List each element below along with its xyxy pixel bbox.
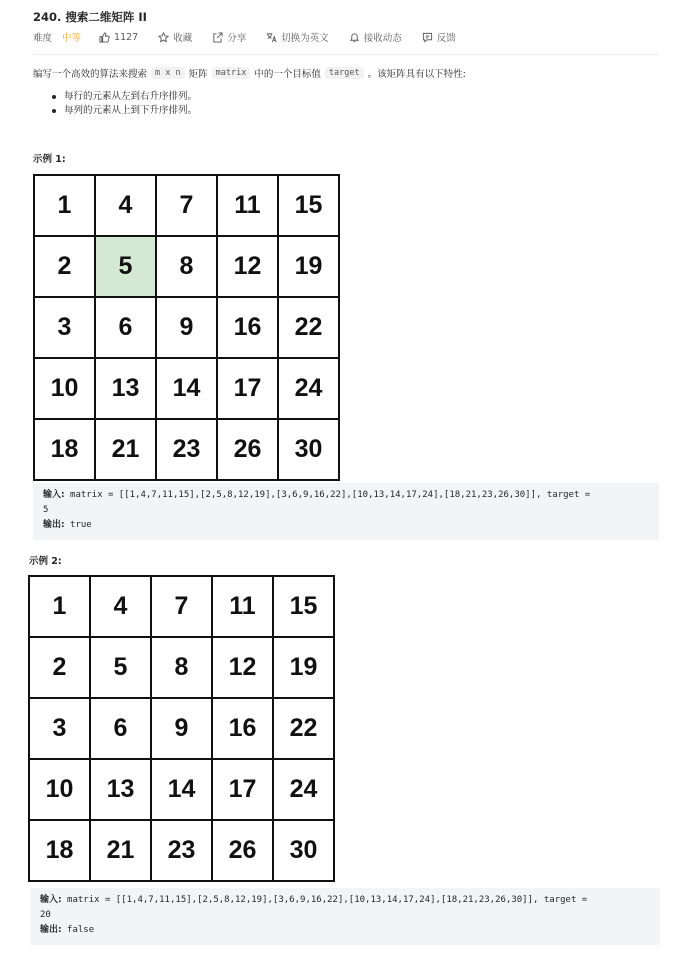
example-2-output-line	[40, 923, 650, 938]
input-label: 输入:	[40, 895, 62, 905]
matrix-cell: 19	[274, 638, 335, 699]
matrix-cell: 13	[96, 359, 157, 420]
example-1-io-block	[33, 483, 659, 540]
matrix-cell: 1	[35, 176, 96, 237]
matrix-cell: 24	[274, 760, 335, 821]
example-1-input-line	[43, 488, 649, 503]
favorite-button[interactable]	[158, 30, 192, 44]
matrix-cell: 23	[157, 420, 218, 481]
matrix-cell: 13	[91, 760, 152, 821]
feedback-icon	[422, 32, 433, 43]
matrix-cell: 12	[213, 638, 274, 699]
matrix-cell: 5	[91, 638, 152, 699]
problem-title: 240. 搜索二维矩阵 II	[33, 10, 147, 24]
matrix-cell: 22	[279, 298, 340, 359]
example-2-matrix	[28, 575, 335, 882]
difficulty-label: 难度	[33, 33, 53, 44]
input-value: matrix = [[1,4,7,11,15],[2,5,8,12,19],[3,6,9,16,22],[10,13,14,17,24],[18,21,23,26,30]], target =	[64, 490, 591, 500]
desc-text-2: 矩阵	[188, 69, 208, 80]
matrix-cell: 26	[213, 821, 274, 882]
output-value: false	[61, 925, 95, 935]
matrix-cell: 23	[152, 821, 213, 882]
matrix-cell: 5	[96, 237, 157, 298]
matrix-cell: 1	[30, 577, 91, 638]
output-label: 输出:	[43, 520, 65, 530]
code-mxn: m x n	[151, 67, 185, 79]
bell-icon	[349, 32, 360, 43]
matrix-cell: 22	[274, 699, 335, 760]
matrix-cell: 10	[35, 359, 96, 420]
matrix-cell: 19	[279, 237, 340, 298]
matrix-cell: 4	[96, 176, 157, 237]
notify-button[interactable]	[349, 30, 402, 44]
matrix-cell: 3	[35, 298, 96, 359]
share-button[interactable]	[212, 30, 246, 44]
feedback-label: 反馈	[436, 33, 456, 44]
example-2-io-block	[30, 888, 660, 945]
matrix-cell: 30	[274, 821, 335, 882]
example-1-matrix	[33, 174, 340, 481]
matrix-cell: 7	[157, 176, 218, 237]
matrix-cell: 6	[96, 298, 157, 359]
input-label: 输入:	[43, 490, 65, 500]
input-value: matrix = [[1,4,7,11,15],[2,5,8,12,19],[3,6,9,16,22],[10,13,14,17,24],[18,21,23,26,30]], target =	[61, 895, 588, 905]
matrix-cell: 16	[213, 699, 274, 760]
example-1-input-continuation: 5	[43, 505, 49, 515]
example-2-input-continuation: 20	[40, 910, 51, 920]
problem-description	[33, 66, 466, 80]
matrix-cell: 3	[30, 699, 91, 760]
list-item: 每行的元素从左到右升序排列。	[52, 90, 197, 104]
matrix-cell: 26	[218, 420, 279, 481]
matrix-cell: 12	[218, 237, 279, 298]
matrix-cell: 8	[157, 237, 218, 298]
code-target: target	[325, 67, 364, 79]
desc-text-3: 中的一个目标值	[254, 69, 321, 80]
matrix-cell: 14	[152, 760, 213, 821]
matrix-cell: 16	[218, 298, 279, 359]
matrix-cell: 2	[35, 237, 96, 298]
matrix-cell: 9	[157, 298, 218, 359]
matrix-cell: 6	[91, 699, 152, 760]
switch-language-button[interactable]	[266, 30, 329, 44]
thumbs-up-icon	[99, 32, 110, 43]
list-item: 每列的元素从上到下升序排列。	[52, 104, 197, 118]
like-button[interactable]	[99, 32, 138, 43]
star-icon	[158, 32, 169, 43]
feedback-button[interactable]	[422, 30, 456, 44]
translate-icon	[266, 32, 277, 43]
difficulty-badge: 中等	[62, 33, 82, 44]
output-value: true	[64, 520, 92, 530]
matrix-cell: 9	[152, 699, 213, 760]
matrix-cell: 15	[274, 577, 335, 638]
matrix-cell: 18	[35, 420, 96, 481]
notify-label: 接收动态	[363, 33, 402, 44]
matrix-cell: 4	[91, 577, 152, 638]
matrix-cell: 24	[279, 359, 340, 420]
matrix-cell: 18	[30, 821, 91, 882]
favorite-label: 收藏	[173, 33, 193, 44]
switch-language-label: 切换为英文	[281, 33, 329, 44]
example-2-input-line	[40, 893, 650, 908]
example-1-label: 示例 1:	[33, 154, 66, 165]
example-1-output-line	[43, 518, 649, 533]
matrix-cell: 11	[213, 577, 274, 638]
matrix-cell: 11	[218, 176, 279, 237]
output-label: 输出:	[40, 925, 62, 935]
property-list	[52, 90, 197, 118]
matrix-cell: 21	[91, 821, 152, 882]
like-count: 1127	[114, 31, 139, 43]
matrix-cell: 14	[157, 359, 218, 420]
matrix-cell: 10	[30, 760, 91, 821]
matrix-cell: 21	[96, 420, 157, 481]
matrix-cell: 15	[279, 176, 340, 237]
share-icon	[212, 32, 223, 43]
code-matrix: matrix	[212, 67, 251, 79]
matrix-cell: 8	[152, 638, 213, 699]
matrix-cell: 17	[218, 359, 279, 420]
share-label: 分享	[227, 33, 247, 44]
problem-meta-bar	[33, 30, 476, 44]
matrix-cell: 30	[279, 420, 340, 481]
example-2-label: 示例 2:	[29, 556, 62, 567]
matrix-cell: 2	[30, 638, 91, 699]
matrix-cell: 7	[152, 577, 213, 638]
desc-text-1: 编写一个高效的算法来搜索	[33, 69, 148, 80]
desc-text-4: 。该矩阵具有以下特性:	[367, 69, 466, 80]
matrix-cell: 17	[213, 760, 274, 821]
header-divider	[33, 54, 659, 55]
